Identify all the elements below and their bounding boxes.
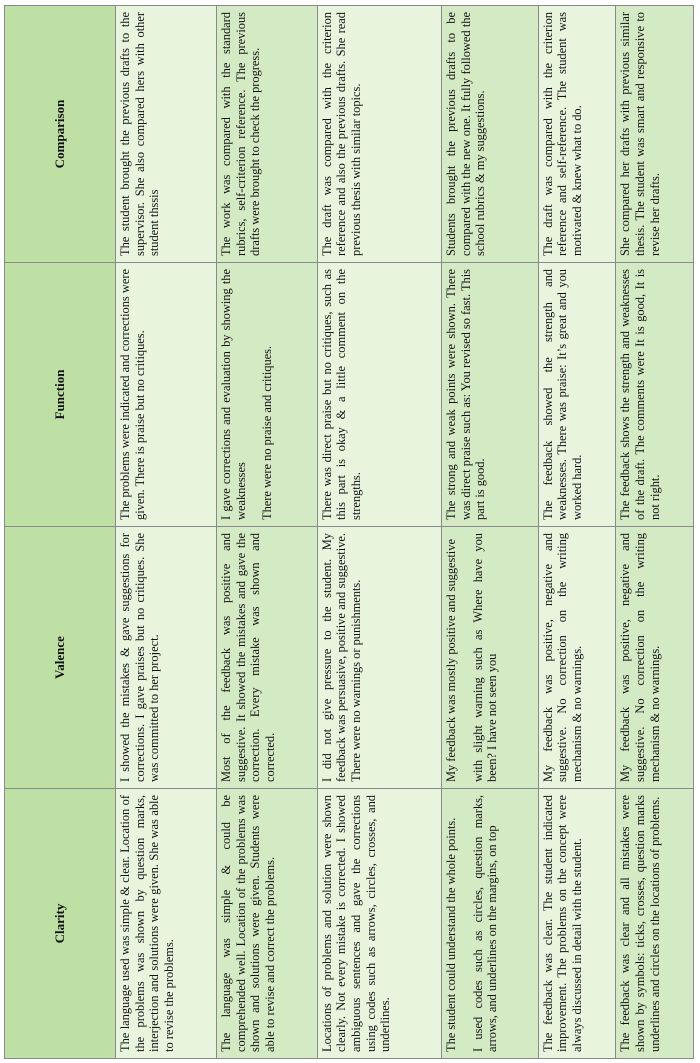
feedback-analysis-table [4,5,694,1059]
header-function: Function [5,263,116,527]
cell-function: The feedback showed the strength and weaknesses. There was praise: It’s great and you worked hard. [538,263,616,527]
cell-clarity: The feedback was clear. The student indicated improvement. The problems on the concept were always discussed in detail with the student. [538,789,616,1059]
header-valence: Valence [5,527,116,789]
cell-valence: I showed the mistakes & gave suggestions for corrections. I gave praises but no critiques. She was committed to her project. [116,527,217,789]
cell-function [216,263,317,527]
cell-comparison: The draft was compared with the criterion reference and also the previous drafts. She read previous thesis with similar topics. [317,6,441,263]
table-row [616,6,694,1059]
cell-comparison: She compared her drafts with previous similar thesis. The student was smart and responsive to revise her drafts. [616,6,694,263]
cell-clarity: The language used was simple & clear. Location of the problems was shown by question marks, interjection and solutions were given. She was able to revise the problems. [116,789,217,1059]
cell-comparison: The student brought the previous drafts to the supervisor. She also compared hers with other student thssis [116,6,217,263]
cell-clarity-paragraph: The student could understand the whole points. [443,817,458,1052]
cell-valence-paragraph: My feedback was mostly positive and suggestive [443,539,458,782]
cell-function-paragraph: I gave corrections and evaluation by showing the weaknesses [218,269,248,520]
cell-function-paragraph: There were no praise and critiques. [260,345,275,520]
table-row [216,6,317,1059]
cell-comparison: The draft was compared with the criterion reference and self-reference. The student was motivated & knew what to do. [538,6,616,263]
header-comparison: Comparison [5,6,116,263]
cell-comparison: Students brought the previous drafts to be compared with the new one. It fully followed the school rubrics & my suggestions. [441,6,538,263]
cell-clarity-paragraph: I used codes such as circles, question marks, arrows, and underlines on the margins, on top [470,795,500,1052]
table-row [317,6,441,1059]
cell-function: The problems were indicated and corrections were given. There is praise but no critiques. [116,263,217,527]
cell-valence: My feedback was positive, negative and suggestive. No correction on the writing mechanism & no warnings. [538,527,616,789]
cell-valence: My feedback was positive, negative and suggestive. No correction on the writing mechanism & no warnings. [616,527,694,789]
cell-clarity [441,789,538,1059]
header-row [5,6,116,1059]
table-row [441,6,538,1059]
cell-function: There was direct praise but no critiques, such as this part is okay & a little comment on the strengths. [317,263,441,527]
cell-function: The feedback shows the strength and weaknesses of the draft. The comments were It is good, It is not right. [616,263,694,527]
cell-clarity: The language was simple & could be comprehended well. Location of the problems was shown and solutions were given. Students were able to revise and correct the problems. [216,789,317,1059]
cell-valence-paragraph: with slight warning such as Where have you been? I have not seen you [470,533,500,782]
cell-valence [441,527,538,789]
table-row [116,6,217,1059]
cell-comparison: The work was compared with the standard rubrics, self-criterion reference. The previous drafts were brought to check the progress. [216,6,317,263]
cell-clarity: The feedback was clear and all mistakes were shown by symbols: ticks, crosses, question marks underlines and circles on the locations of problems. [616,789,694,1059]
cell-valence: Most of the feedback was positive and suggestive. It showed the mistakes and gave the correction. Every mistake was shown and corrected. [216,527,317,789]
table-row [538,6,616,1059]
cell-valence: I did not give pressure to the student. My feedback was persuasive, positive and suggestive. There were no warnings or punishments. [317,527,441,789]
cell-function: The strong and weak points were shown. There was direct praise such as: You revised so fast. This part is good. [441,263,538,527]
cell-clarity: Locations of problems and solution were shown clearly. Not every mistake is corrected. I showed ambiguous sentences and gave the corrections using codes such as arrows, circles, crosses, and underlines. [317,789,441,1059]
header-clarity: Clarity [5,789,116,1059]
